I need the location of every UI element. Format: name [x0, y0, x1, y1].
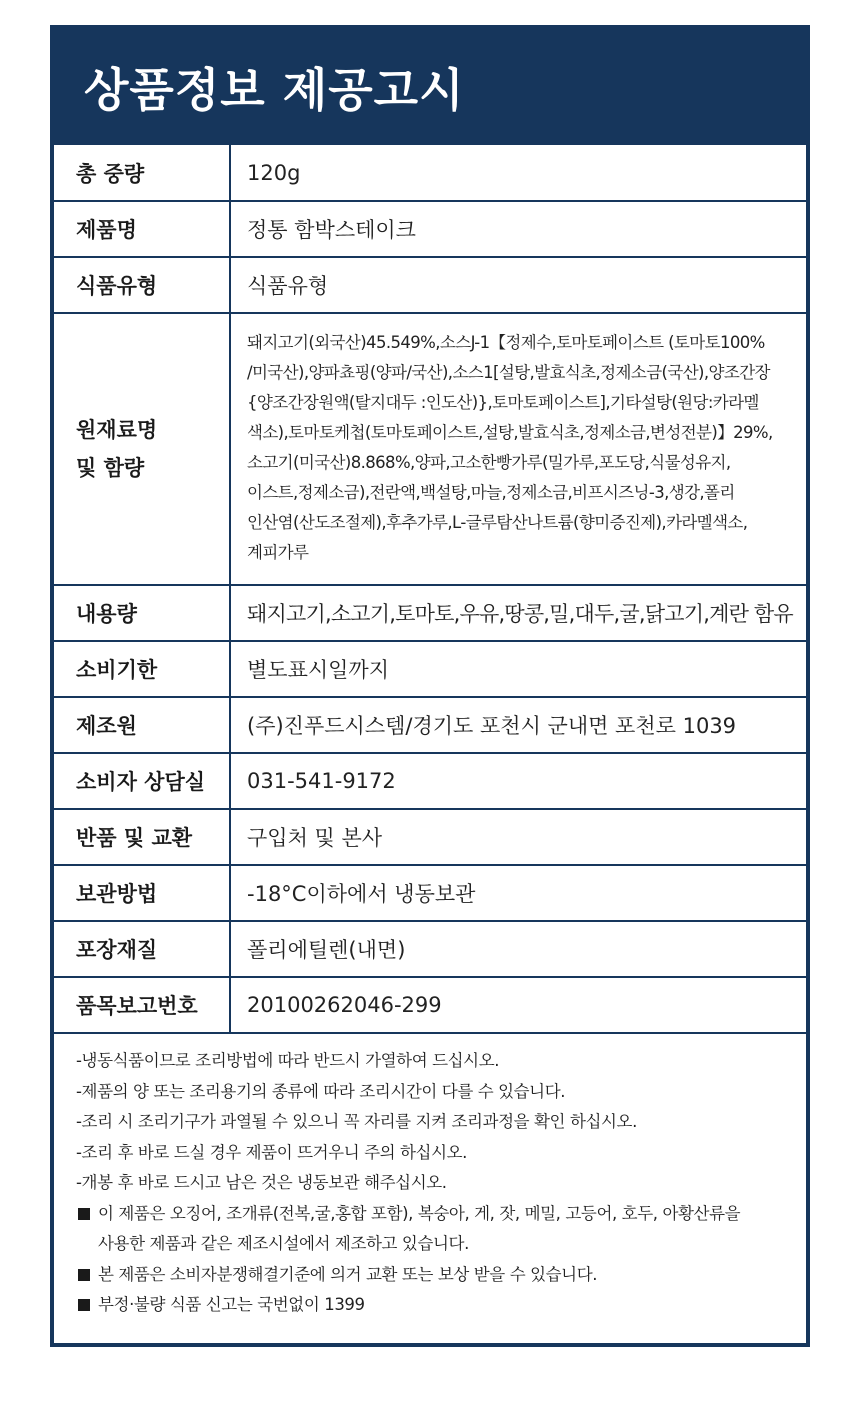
table-row: [54, 921, 806, 977]
row-label-contents: 내용량: [54, 585, 230, 641]
square-bullet-icon: [78, 1269, 90, 1281]
row-value-total-weight: 120g: [247, 160, 301, 185]
info-table: [54, 145, 806, 1034]
row-value-packaging: 폴리에틸렌(내면): [247, 938, 406, 962]
bullet-item: [76, 1290, 796, 1321]
note-line: -개봉 후 바로 드시고 남은 것은 냉동보관 해주십시오.: [76, 1173, 447, 1192]
table-row: [54, 809, 806, 865]
note-line: -조리 후 바로 드실 경우 제품이 뜨거우니 주의 하십시오.: [76, 1142, 468, 1162]
row-value-storage: -18°C이하에서 냉동보관: [247, 882, 476, 906]
row-value-product-name: 정통 함박스테이크: [247, 218, 416, 242]
ingredients-line: /미국산),양파쵸핑(양파/국산),소스1[설탕,발효식초,정제소금(국산),양조간장: [247, 363, 770, 382]
row-value-return-exchange: 구입처 및 본사: [247, 826, 383, 850]
row-label-expiry: 소비기한: [54, 641, 230, 697]
table-row: [54, 697, 806, 753]
bullet-text-line: 사용한 제품과 같은 제조시설에서 제조하고 있습니다.: [98, 1234, 469, 1253]
ingredients-line: 돼지고기(외국산)45.549%,소스J-1【정제수,토마토페이스트 (토마토100%: [247, 333, 765, 352]
row-label-return-exchange: 반품 및 교환: [54, 809, 230, 865]
header-bar: [54, 29, 806, 145]
product-info-notice: [50, 25, 810, 1347]
notes-section: [54, 1034, 806, 1321]
page-title: 상품정보 제공고시: [84, 63, 465, 117]
table-row: [54, 201, 806, 257]
bullet-text-line: 본 제품은 소비자분쟁해결기준에 의거 교환 또는 보상 받을 수 있습니다.: [98, 1264, 598, 1284]
row-label-ingredients: [54, 313, 230, 585]
note-line: -제품의 양 또는 조리용기의 종류에 따라 조리시간이 다를 수 있습니다.: [76, 1081, 566, 1101]
table-row: [54, 145, 806, 201]
ingredients-line: {양조간장원액(탈지대두 :인도산)},토마토페이스트],기타설탕(원당:카라멜: [247, 393, 759, 412]
ingredients-line: 이스트,정제소금),전란액,백설탕,마늘,정제소금,비프시즈닝-3,생강,폴리: [247, 483, 735, 502]
row-label-total-weight: 총 중량: [54, 145, 230, 201]
table-row: [54, 753, 806, 809]
ingredients-line: 인산염(산도조절제),후추가루,L-글루탐산나트륨(향미증진제),카라멜색소,: [247, 513, 748, 532]
row-label-product-name: 제품명: [54, 201, 230, 257]
table-row: [54, 977, 806, 1033]
row-value-manufacturer: (주)진푸드시스템/경기도 포천시 군내면 포천로 1039: [247, 714, 737, 738]
ingredients-line: 소고기(미국산)8.868%,양파,고소한빵가루(밀가루,포도당,식물성유지,: [247, 453, 731, 472]
bullet-text-line: 이 제품은 오징어, 조개류(전복,굴,홍합 포함), 복숭아, 게, 잣, 메밀, 고등어, 호두, 아황산류을: [98, 1203, 741, 1223]
ingredients-line: 계피가루: [247, 543, 309, 562]
bullet-item: [76, 1260, 796, 1291]
bullet-text-line: 부정·불량 식품 신고는 국번없이 1399: [98, 1295, 365, 1314]
table-row: [54, 641, 806, 697]
table-row: [54, 313, 806, 585]
row-label-packaging: 포장재질: [54, 921, 230, 977]
note-line: -냉동식품이므로 조리방법에 따라 반드시 가열하여 드십시오.: [76, 1051, 500, 1070]
row-label-report-number: 품목보고번호: [54, 977, 230, 1033]
table-row: [54, 865, 806, 921]
table-row: [54, 585, 806, 641]
row-label-food-type: 식품유형: [54, 257, 230, 313]
row-value-ingredients: [230, 313, 806, 585]
row-value-food-type: 식품유형: [247, 274, 329, 298]
square-bullet-icon: [78, 1208, 90, 1220]
row-value-report-number: 20100262046-299: [247, 993, 442, 1017]
ingredients-line: 색소),토마토케첩(토마토페이스트,설탕,발효식초,정제소금,변성전분)】29%,: [247, 423, 773, 442]
row-value-contents: 돼지고기,소고기,토마토,우유,땅콩,밀,대두,굴,닭고기,계란 함유: [247, 602, 793, 626]
bullet-item: [76, 1199, 796, 1260]
square-bullet-icon: [78, 1299, 90, 1311]
ingredients-label-line: 및 함량: [76, 456, 145, 480]
row-value-expiry: 별도표시일까지: [247, 658, 390, 682]
table-row: [54, 257, 806, 313]
note-line: -조리 시 조리기구가 과열될 수 있으니 꼭 자리를 지켜 조리과정을 확인 하십시오.: [76, 1112, 637, 1131]
row-label-storage: 보관방법: [54, 865, 230, 921]
ingredients-label-line: 원재료명: [76, 418, 158, 442]
row-value-consumer-center: 031-541-9172: [247, 769, 396, 793]
row-label-manufacturer: 제조원: [54, 697, 230, 753]
row-label-consumer-center: 소비자 상담실: [54, 753, 230, 809]
